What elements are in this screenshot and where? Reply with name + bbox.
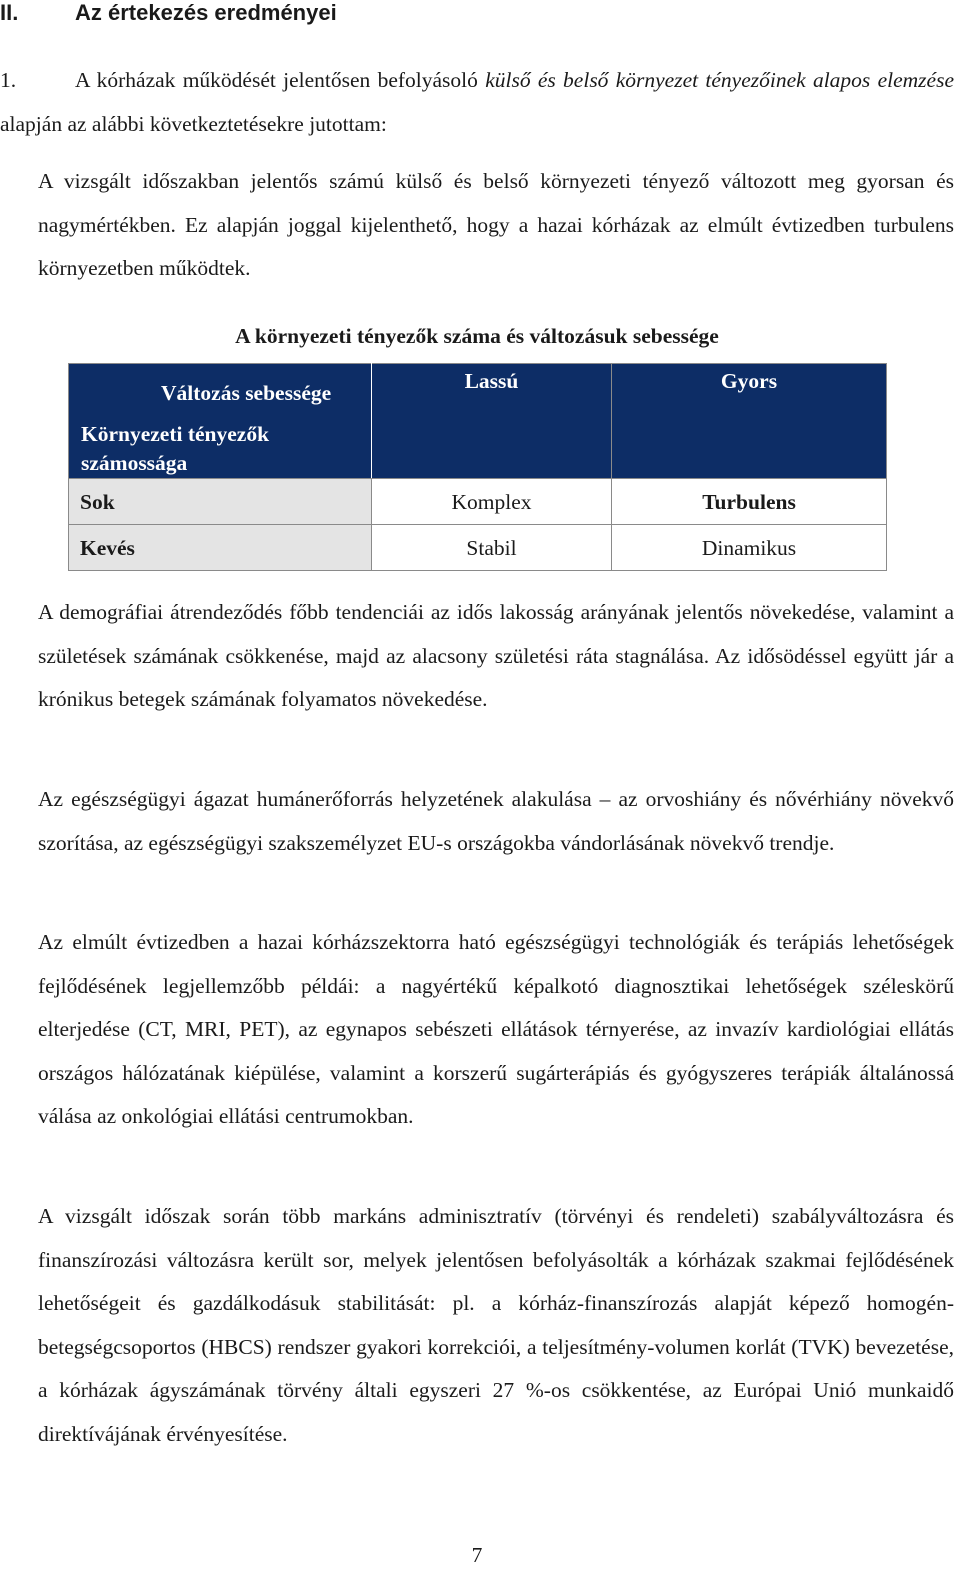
table-corner-cell	[69, 364, 372, 479]
corner-label-change-speed: Változás sebessége	[161, 381, 332, 405]
section-title: Az értekezés eredményei	[75, 0, 337, 25]
environment-matrix-table	[68, 363, 887, 571]
item-1-paragraph	[0, 59, 954, 146]
paragraph-regulation: A vizsgált időszak során több markáns adminisztratív (törvényi és rendeleti) szabályváltozásra és finanszírozási változásra került sor, melyek jelentősen befolyásolták a kórházak szakmai fejlődésének lehetőségeit és gazdálkodásuk stabilitását: pl. a kórház-finanszírozás alapját képező homogén-betegségcsoportos (HBCS) rendszer gyakori korrekciói, a teljesítmény-volumen korlát (TVK) bevezetése, a kórházak ágyszámának törvény általi egyszeri 27 %-os csökkentése, az Európai Unió munkaidő direktívájának érvényesítése.	[38, 1204, 954, 1446]
item-1-text-italic: külső és belső környezet tényezőinek alapos elemzése	[485, 68, 954, 92]
table-title: A környezeti tényezők száma és változásuk sebessége	[235, 324, 719, 348]
cell-stable: Stabil	[372, 525, 612, 571]
section-number: II.	[0, 0, 19, 25]
cell-turbulent: Turbulens	[612, 479, 887, 525]
item-1-number: 1.	[0, 68, 17, 92]
row-header-few: Kevés	[69, 525, 372, 571]
paragraph-demography: A demográfiai átrendeződés főbb tendenciái az idős lakosság arányának jelentős növekedése, valamint a születések számának csökkenése, majd az alacsony születési ráta stagnálása. Az idősödéssel együtt jár a krónikus betegek számának folyamatos növekedése.	[38, 600, 954, 712]
page-number: 7	[471, 1543, 483, 1567]
paragraph-turbulent-environment: A vizsgált időszakban jelentős számú külső és belső környezeti tényező változott meg gyorsan és nagymértékben. Ez alapján joggal kijelenthető, hogy a hazai kórházak az elmúlt évtizedben turbulens környezetben működtek.	[38, 169, 954, 281]
table-header-row	[69, 364, 887, 479]
cell-dynamic: Dinamikus	[612, 525, 887, 571]
cell-complex: Komplex	[372, 479, 612, 525]
row-header-many: Sok	[69, 479, 372, 525]
table-row	[69, 479, 887, 525]
paragraph-technology: Az elmúlt évtizedben a hazai kórházszektorra ható egészségügyi technológiák és terápiás lehetőségek fejlődésének legjellemzőbb példái: a nagyértékű képalkotó diagnosztikai lehetőségek széleskörű elterjedése (CT, MRI, PET), az egynapos sebészeti ellátások térnyerése, az invazív kardiológiai ellátás országos hálózatának kiépülése, valamint a korszerű sugárterápiás és gyógyszeres terápiák általánossá válása az onkológiai ellátási centrumokban.	[38, 930, 954, 1129]
column-header-fast: Gyors	[612, 364, 887, 479]
item-1-text-before: A kórházak működését jelentősen befolyásoló	[75, 68, 486, 92]
section-heading	[0, 0, 337, 28]
corner-label-factor-count: Környezeti tényezők számossága	[81, 422, 270, 475]
column-header-slow: Lassú	[372, 364, 612, 479]
paragraph-human-resources: Az egészségügyi ágazat humánerőforrás helyzetének alakulása – az orvoshiány és nővérhiány növekvő szorítása, az egészségügyi szakszemélyzet EU-s országokba vándorlásának növekvő trendje.	[38, 787, 954, 855]
item-1-text-after: alapján az alábbi következtetésekre jutottam:	[0, 111, 387, 136]
table-row	[69, 525, 887, 571]
